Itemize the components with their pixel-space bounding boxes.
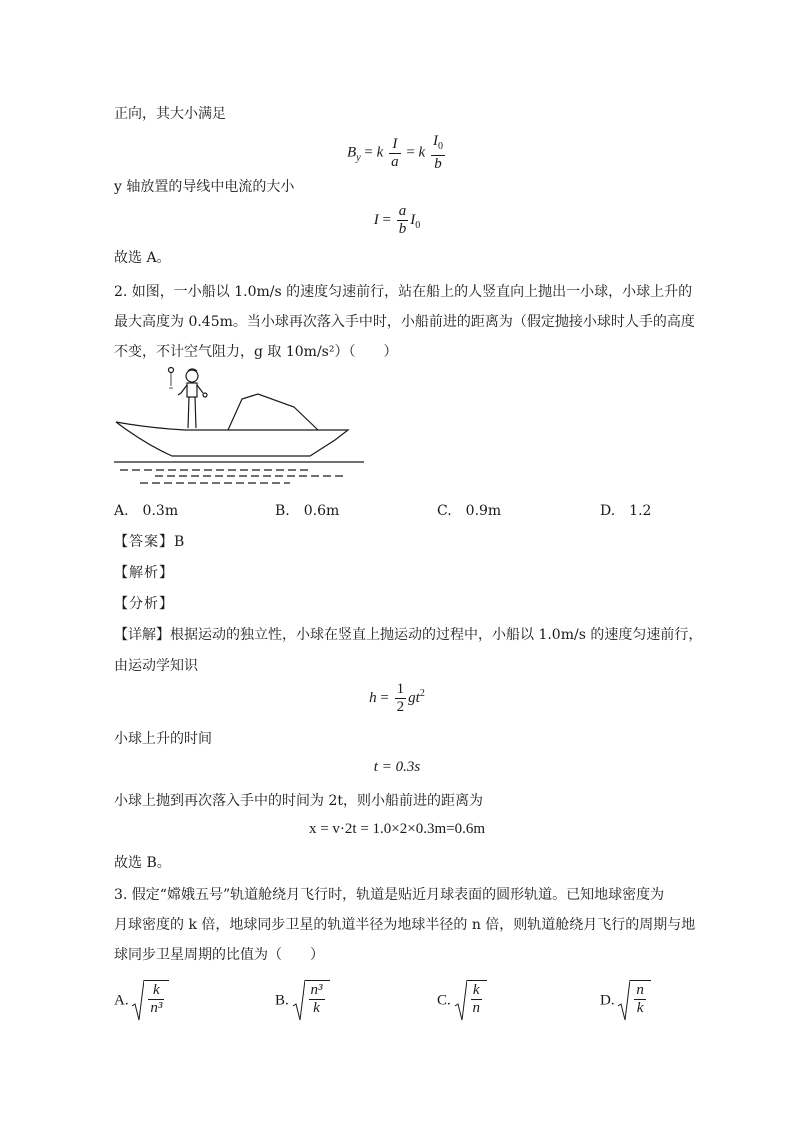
equation-current [0,203,794,238]
question-3-line: 3. 假定“嫦娥五号”轨道舱绕月飞行时，轨道是贴近月球表面的圆形轨道。已知地球密度为 [114,887,665,903]
fraction-denominator: k [313,1000,320,1016]
choice-line: 故选 B。 [114,855,171,871]
eq-subscript: y [356,152,361,164]
question-3-line: 球同步卫星周期的比值为（ ） [114,947,324,963]
person-arm [197,385,203,393]
eq-symbol: k [376,144,384,161]
eq-symbol: B [347,144,357,161]
analysis-label: 【解析】 [114,565,174,581]
eq-symbol: I [432,133,438,149]
option-a[interactable] [114,980,169,1022]
fraction-denominator: 2 [396,699,405,715]
fraction-numerator: n [636,982,644,998]
text-line: 小球上抛到再次落入手中的时间为 2t，则小船前进的距离为 [114,793,483,809]
text-line: 正向，其大小满足 [114,106,226,122]
eq-subscript: 0 [437,141,443,152]
fraction-denominator: a [391,153,399,170]
fenxi-label: 【分析】 [114,596,174,612]
option-b[interactable] [275,980,330,1022]
fraction-denominator: b [398,221,407,237]
text-line: y 轴放置的导线中电流的大小 [114,179,295,195]
radical-icon [132,980,144,1022]
eq-superscript: 2 [419,687,425,699]
eq-sign: = [364,144,373,161]
fraction [397,203,409,238]
fraction-denominator: n³ [150,1000,163,1016]
sqrt-expression [293,980,330,1022]
fraction-numerator: a [398,203,407,219]
fraction [431,133,445,173]
equation-distance: x = v·2t = 1.0×2×0.3m=0.6m [308,821,486,837]
eq-sign: = [382,211,391,228]
eq-symbol: I [410,211,416,228]
radical-icon [618,980,630,1022]
person-body [187,383,197,397]
person-arm [178,385,187,395]
person-head [186,370,198,382]
equation-time: t = 0.3s [373,759,421,775]
boat-cabin [228,394,318,430]
option-c[interactable]: C. 0.9m [437,503,502,519]
sqrt-expression [455,980,488,1022]
sqrt-expression [132,980,169,1022]
ball-trajectory [169,373,173,388]
option-c[interactable] [437,980,487,1022]
fraction-denominator: b [434,156,442,172]
fraction-denominator: n [472,1000,481,1016]
equation-b-y [0,133,794,173]
option-d[interactable]: D. 1.2 [600,503,652,519]
question-2-line: 2. 如图，一小船以 1.0m/s 的速度匀速前行，站在船上的人竖直向上抛出一小球，小球上升的 [114,284,693,300]
eq-symbol: h [369,689,377,706]
fraction-numerator: k [148,982,164,1000]
question-2-line: 不变，不计空气阻力，g 取 10m/s²）（ ） [114,344,398,360]
eq-sign: = [406,144,415,161]
person-hand [203,393,207,397]
fraction-numerator [431,133,445,156]
ball-icon [169,368,174,373]
boat-figure [110,366,370,496]
fraction-numerator: I [389,136,401,154]
radical-icon [455,980,467,1022]
text-line: 小球上升的时间 [114,731,212,747]
answer-label: 【答案】B [114,534,186,550]
equation-height [0,681,794,716]
fraction-numerator: 1 [396,681,405,697]
eq-symbol: k [418,144,426,161]
eq-symbol: I [373,211,379,228]
option-b[interactable]: B. 0.6m [275,503,340,519]
detail-line: 【详解】根据运动的独立性，小球在竖直上抛运动的过程中，小船以 1.0m/s 的速度匀速前行， [114,627,703,643]
option-label: D. [600,992,615,1009]
sqrt-expression [618,980,651,1022]
eq-sign: = [380,689,389,706]
question-2-line: 最大高度为 0.45m。当小球再次落入手中时，小船前进的距离为（假定抛接小球时人手的高度 [114,314,695,330]
fraction [395,681,407,716]
eq-symbol: gt [408,689,420,706]
question-3-line: 月球密度的 k 倍，地球同步卫星的轨道半径为地球半径的 n 倍，则轨道舱绕月飞行的周期与地 [114,917,696,933]
fraction-numerator: k [471,982,483,1000]
fraction [389,136,401,171]
option-a[interactable]: A. 0.3m [114,503,179,519]
fraction-numerator: n³ [310,982,323,998]
option-d[interactable] [600,980,651,1022]
eq-subscript: 0 [415,219,421,231]
detail-line: 由运动学知识 [114,658,198,674]
option-label: A. [114,992,129,1009]
option-label: B. [275,992,289,1009]
radical-icon [293,980,305,1022]
person-legs [188,397,196,428]
fraction-denominator: k [636,1000,644,1016]
choice-line: 故选 A。 [114,250,171,266]
option-label: C. [437,992,451,1009]
boat-hull [116,422,348,456]
